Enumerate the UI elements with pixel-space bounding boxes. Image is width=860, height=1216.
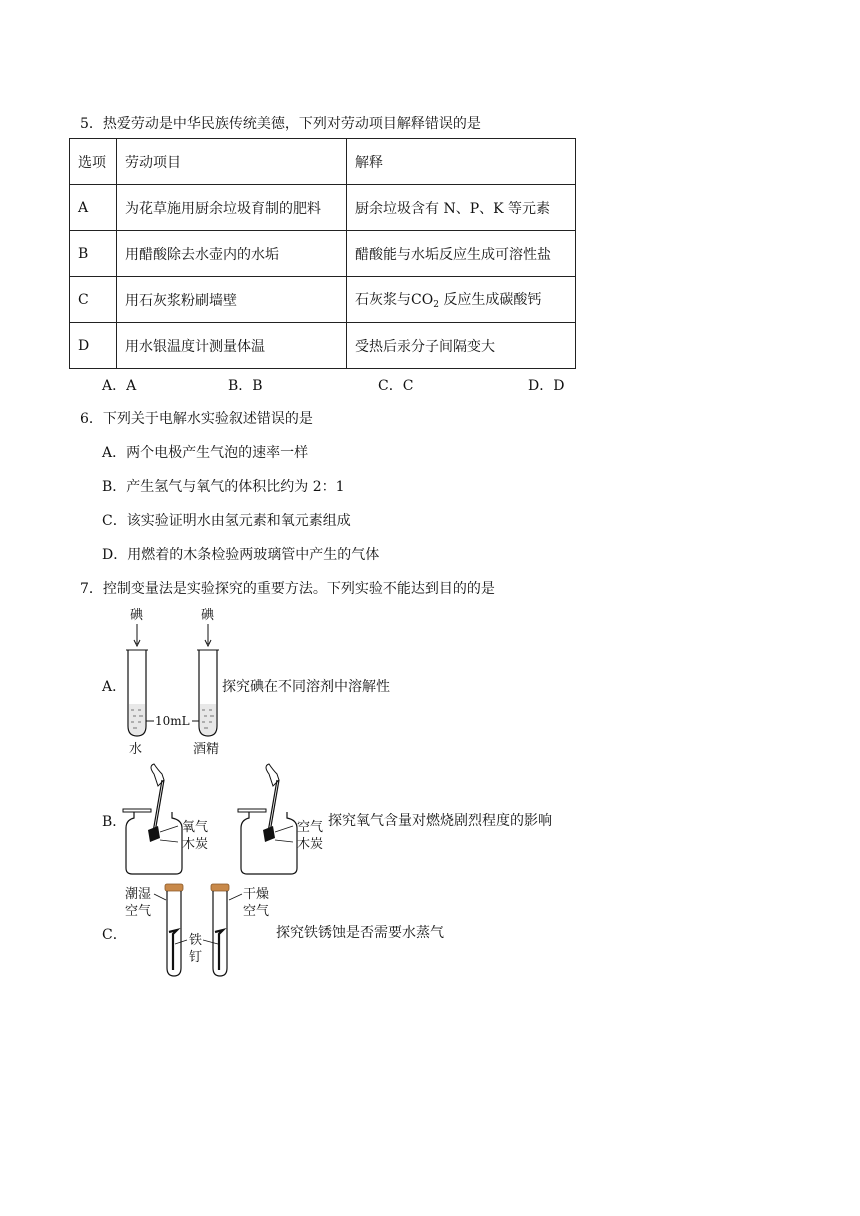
- q6-choice-c: C．该实验证明水由氢元素和氧元素组成: [102, 513, 351, 529]
- cell-option: D: [70, 323, 117, 369]
- cell-explanation: [347, 277, 576, 323]
- q7-option-c-letter: C．: [102, 927, 127, 943]
- alcohol-label: 酒精: [193, 742, 220, 756]
- charcoal-label-left: 木炭: [182, 837, 209, 852]
- nail-label-2: 钉: [189, 950, 203, 965]
- cell-option: A: [70, 185, 117, 231]
- water-label: 水: [129, 742, 143, 756]
- explanation-pre: 石灰浆与: [355, 292, 411, 308]
- test-tube-icon: [165, 884, 183, 976]
- volume-label: 10mL: [155, 714, 190, 728]
- co2-subscript: 2: [433, 300, 439, 310]
- iodine-label-right: 碘: [201, 608, 215, 623]
- rusting-diagram: [125, 882, 275, 980]
- q6-choice-b: B．产生氢气与氧气的体积比约为 2：1: [102, 479, 345, 495]
- iodine-solubility-diagram: [118, 604, 228, 756]
- cell-item: 用石灰浆粉刷墙壁: [117, 277, 347, 323]
- q5-choice-b: B．B: [228, 378, 263, 394]
- cell-explanation: 醋酸能与水垢反应生成可溶性盐: [347, 231, 576, 277]
- gas-jar-icon: [238, 764, 297, 874]
- oxygen-label: 氧气: [182, 820, 209, 835]
- table-row: [70, 231, 576, 277]
- q7-option-b-desc: 探究氧气含量对燃烧剧烈程度的影响: [328, 813, 552, 829]
- charcoal-label-right: 木炭: [297, 837, 324, 852]
- arrow-down-icon: [134, 624, 140, 646]
- header-explanation: 解释: [347, 139, 576, 185]
- q6-choice-d: D．用燃着的木条检验两玻璃管中产生的气体: [102, 547, 380, 563]
- moist-label-1: 潮湿: [125, 887, 152, 902]
- co2-formula: CO: [411, 292, 434, 308]
- dry-label-2: 空气: [243, 904, 270, 919]
- moist-label-2: 空气: [125, 904, 152, 919]
- explanation-post: 反应生成碳酸钙: [438, 292, 542, 308]
- q7-option-c-desc: 探究铁锈蚀是否需要水蒸气: [276, 925, 444, 941]
- q6-choice-a: A．两个电极产生气泡的速率一样: [102, 445, 309, 461]
- cell-explanation: 受热后汞分子间隔变大: [347, 323, 576, 369]
- cell-item: 用醋酸除去水壶内的水垢: [117, 231, 347, 277]
- nail-label-1: 铁: [189, 933, 203, 948]
- cell-item: 为花草施用厨余垃圾育制的肥料: [117, 185, 347, 231]
- q6-stem: 6．下列关于电解水实验叙述错误的是: [80, 411, 313, 427]
- table-row: [70, 185, 576, 231]
- arrow-down-icon: [205, 624, 211, 646]
- q7-option-a-letter: A．: [102, 679, 127, 695]
- q7-stem: 7．控制变量法是实验探究的重要方法。下列实验不能达到目的的是: [80, 581, 495, 597]
- test-tube-icon: [126, 650, 148, 736]
- air-label: 空气: [297, 820, 324, 835]
- header-item: 劳动项目: [117, 139, 347, 185]
- q5-choice-d: D．D: [528, 378, 565, 394]
- gas-jar-icon: [123, 764, 182, 874]
- q7-option-a-desc: 探究碘在不同溶剂中溶解性: [222, 679, 390, 695]
- cell-item: 用水银温度计测量体温: [117, 323, 347, 369]
- q5-stem: 5．热爱劳动是中华民族传统美德，下列对劳动项目解释错误的是: [80, 116, 481, 132]
- table-row: [70, 323, 576, 369]
- table-row: [70, 277, 576, 323]
- q5-table: [69, 138, 576, 369]
- cell-explanation: 厨余垃圾含有 N、P、K 等元素: [347, 185, 576, 231]
- q5-choice-c: C．C: [378, 378, 414, 394]
- combustion-diagram: [118, 760, 333, 878]
- test-tube-icon: [197, 650, 219, 736]
- test-tube-icon: [211, 884, 229, 976]
- header-option: 选项: [70, 139, 117, 185]
- iodine-label-left: 碘: [130, 608, 144, 623]
- cell-option: C: [70, 277, 117, 323]
- q7-option-b-letter: B．: [102, 814, 127, 830]
- dry-label-1: 干燥: [243, 887, 270, 902]
- cell-option: B: [70, 231, 117, 277]
- table-row: [70, 139, 576, 185]
- q5-choice-a: A．A: [102, 378, 137, 394]
